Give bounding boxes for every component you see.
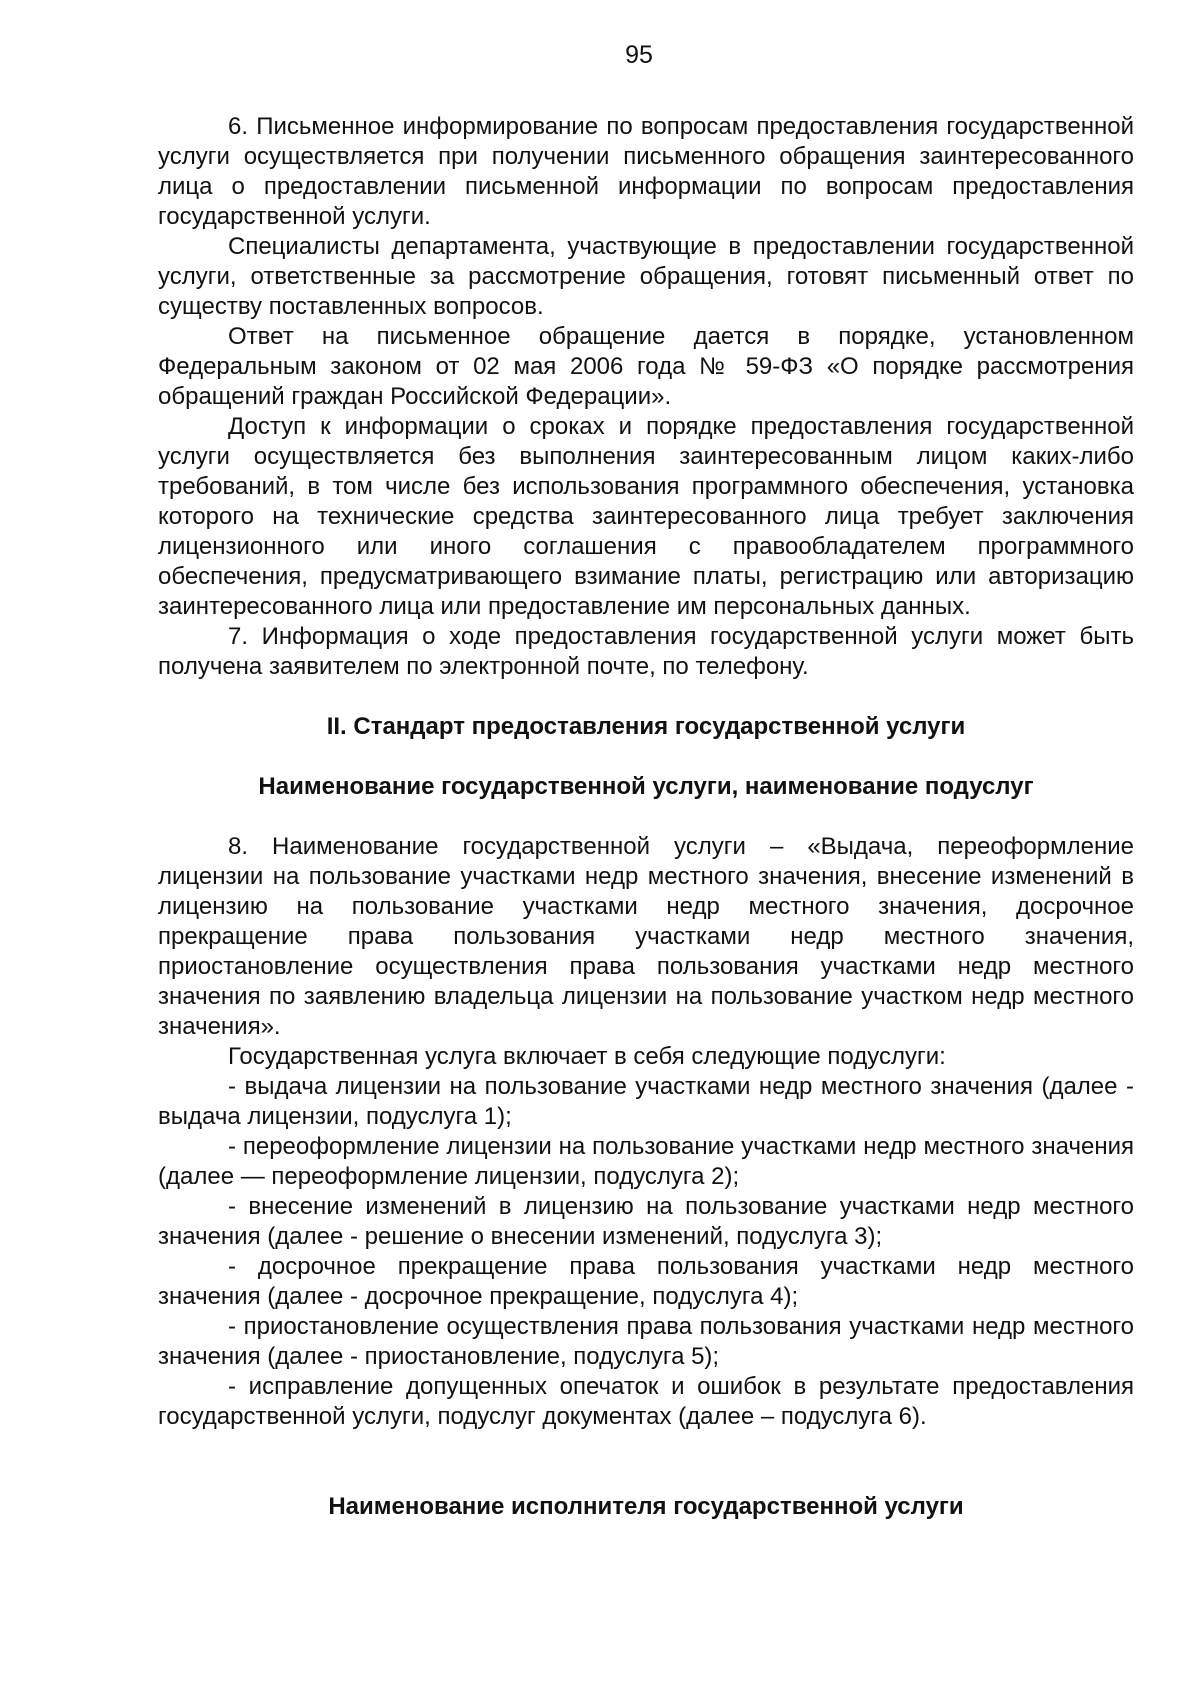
paragraph-subservices-intro: Государственная услуга включает в себя следующие подуслуги: xyxy=(228,1043,946,1070)
paragraph-access-info: Доступ к информации о сроках и порядке предоставления государственной услуги осуществляется без выполнения заинтересованным лицом каких-либо требований, в том числе без использования программного обеспечения, установка которого на технические средства заинтересованного лица требует заключения лицензионного или иного соглашения с правообладателем программного обеспечения, предусматривающего взимание платы, регистрацию или авторизацию заинтересованного лица или предоставление им персональных данных. xyxy=(158,413,1134,620)
paragraph-specialists: Специалисты департамента, участвующие в предоставлении государственной услуги, ответственные за рассмотрение обращения, готовят письменный ответ по существу поставленных вопросов. xyxy=(158,233,1134,320)
list-item-subservice-1: - выдача лицензии на пользование участками недр местного значения (далее - выдача лицензии, подуслуга 1); xyxy=(158,1073,1134,1130)
section-heading-standard: II. Стандарт предоставления государственной услуги xyxy=(326,713,966,740)
service-name-section xyxy=(158,832,1134,1432)
list-item-subservice-2: - переоформление лицензии на пользование участками недр местного значения (далее — переоформление лицензии, подуслуга 2); xyxy=(158,1133,1134,1190)
list-item-subservice-6: - исправление допущенных опечаток и ошибок в результате предоставления государственной услуги, подуслуг документах (далее – подуслуга 6). xyxy=(158,1373,1134,1430)
subheading-service-name: Наименование государственной услуги, наименование подуслуг xyxy=(258,773,1034,800)
paragraph-progress-info: 7. Информация о ходе предоставления государственной услуги может быть получена заявителем по электронной почте, по телефону. xyxy=(158,623,1134,680)
list-item-subservice-4: - досрочное прекращение права пользования участками недр местного значения (далее - досрочное прекращение, подуслуга 4); xyxy=(158,1253,1134,1310)
list-item-subservice-3: - внесение изменений в лицензию на пользование участками недр местного значения (далее - решение о внесении изменений, подуслуга 3); xyxy=(158,1193,1134,1250)
list-item-subservice-5: - приостановление осуществления права пользования участками недр местного значения (далее - приостановление, подуслуга 5); xyxy=(158,1313,1134,1370)
page-number: 95 xyxy=(625,41,653,69)
paragraph-written-informing: 6. Письменное информирование по вопросам предоставления государственной услуги осуществляется при получении письменного обращения заинтересованного лица о предоставлении письменной информации по вопросам предоставления государственной услуги. xyxy=(158,113,1134,230)
paragraph-service-name: 8. Наименование государственной услуги – «Выдача, переоформление лицензии на пользование участками недр местного значения, внесение изменений в лицензию на пользование участками недр местного значения, досрочное прекращение права пользования участками недр местного значения, приостановление осуществления права пользования участками недр местного значения по заявлению владельца лицензии на пользование участком недр местного значения». xyxy=(158,833,1134,1040)
paragraph-answer-procedure: Ответ на письменное обращение дается в порядке, установленном Федеральным законом от 02 мая 2006 года № 59-ФЗ «О порядке рассмотрения обращений граждан Российской Федерации». xyxy=(158,323,1134,410)
informing-section xyxy=(158,112,1134,682)
subheading-service-executor: Наименование исполнителя государственной услуги xyxy=(328,1493,964,1520)
